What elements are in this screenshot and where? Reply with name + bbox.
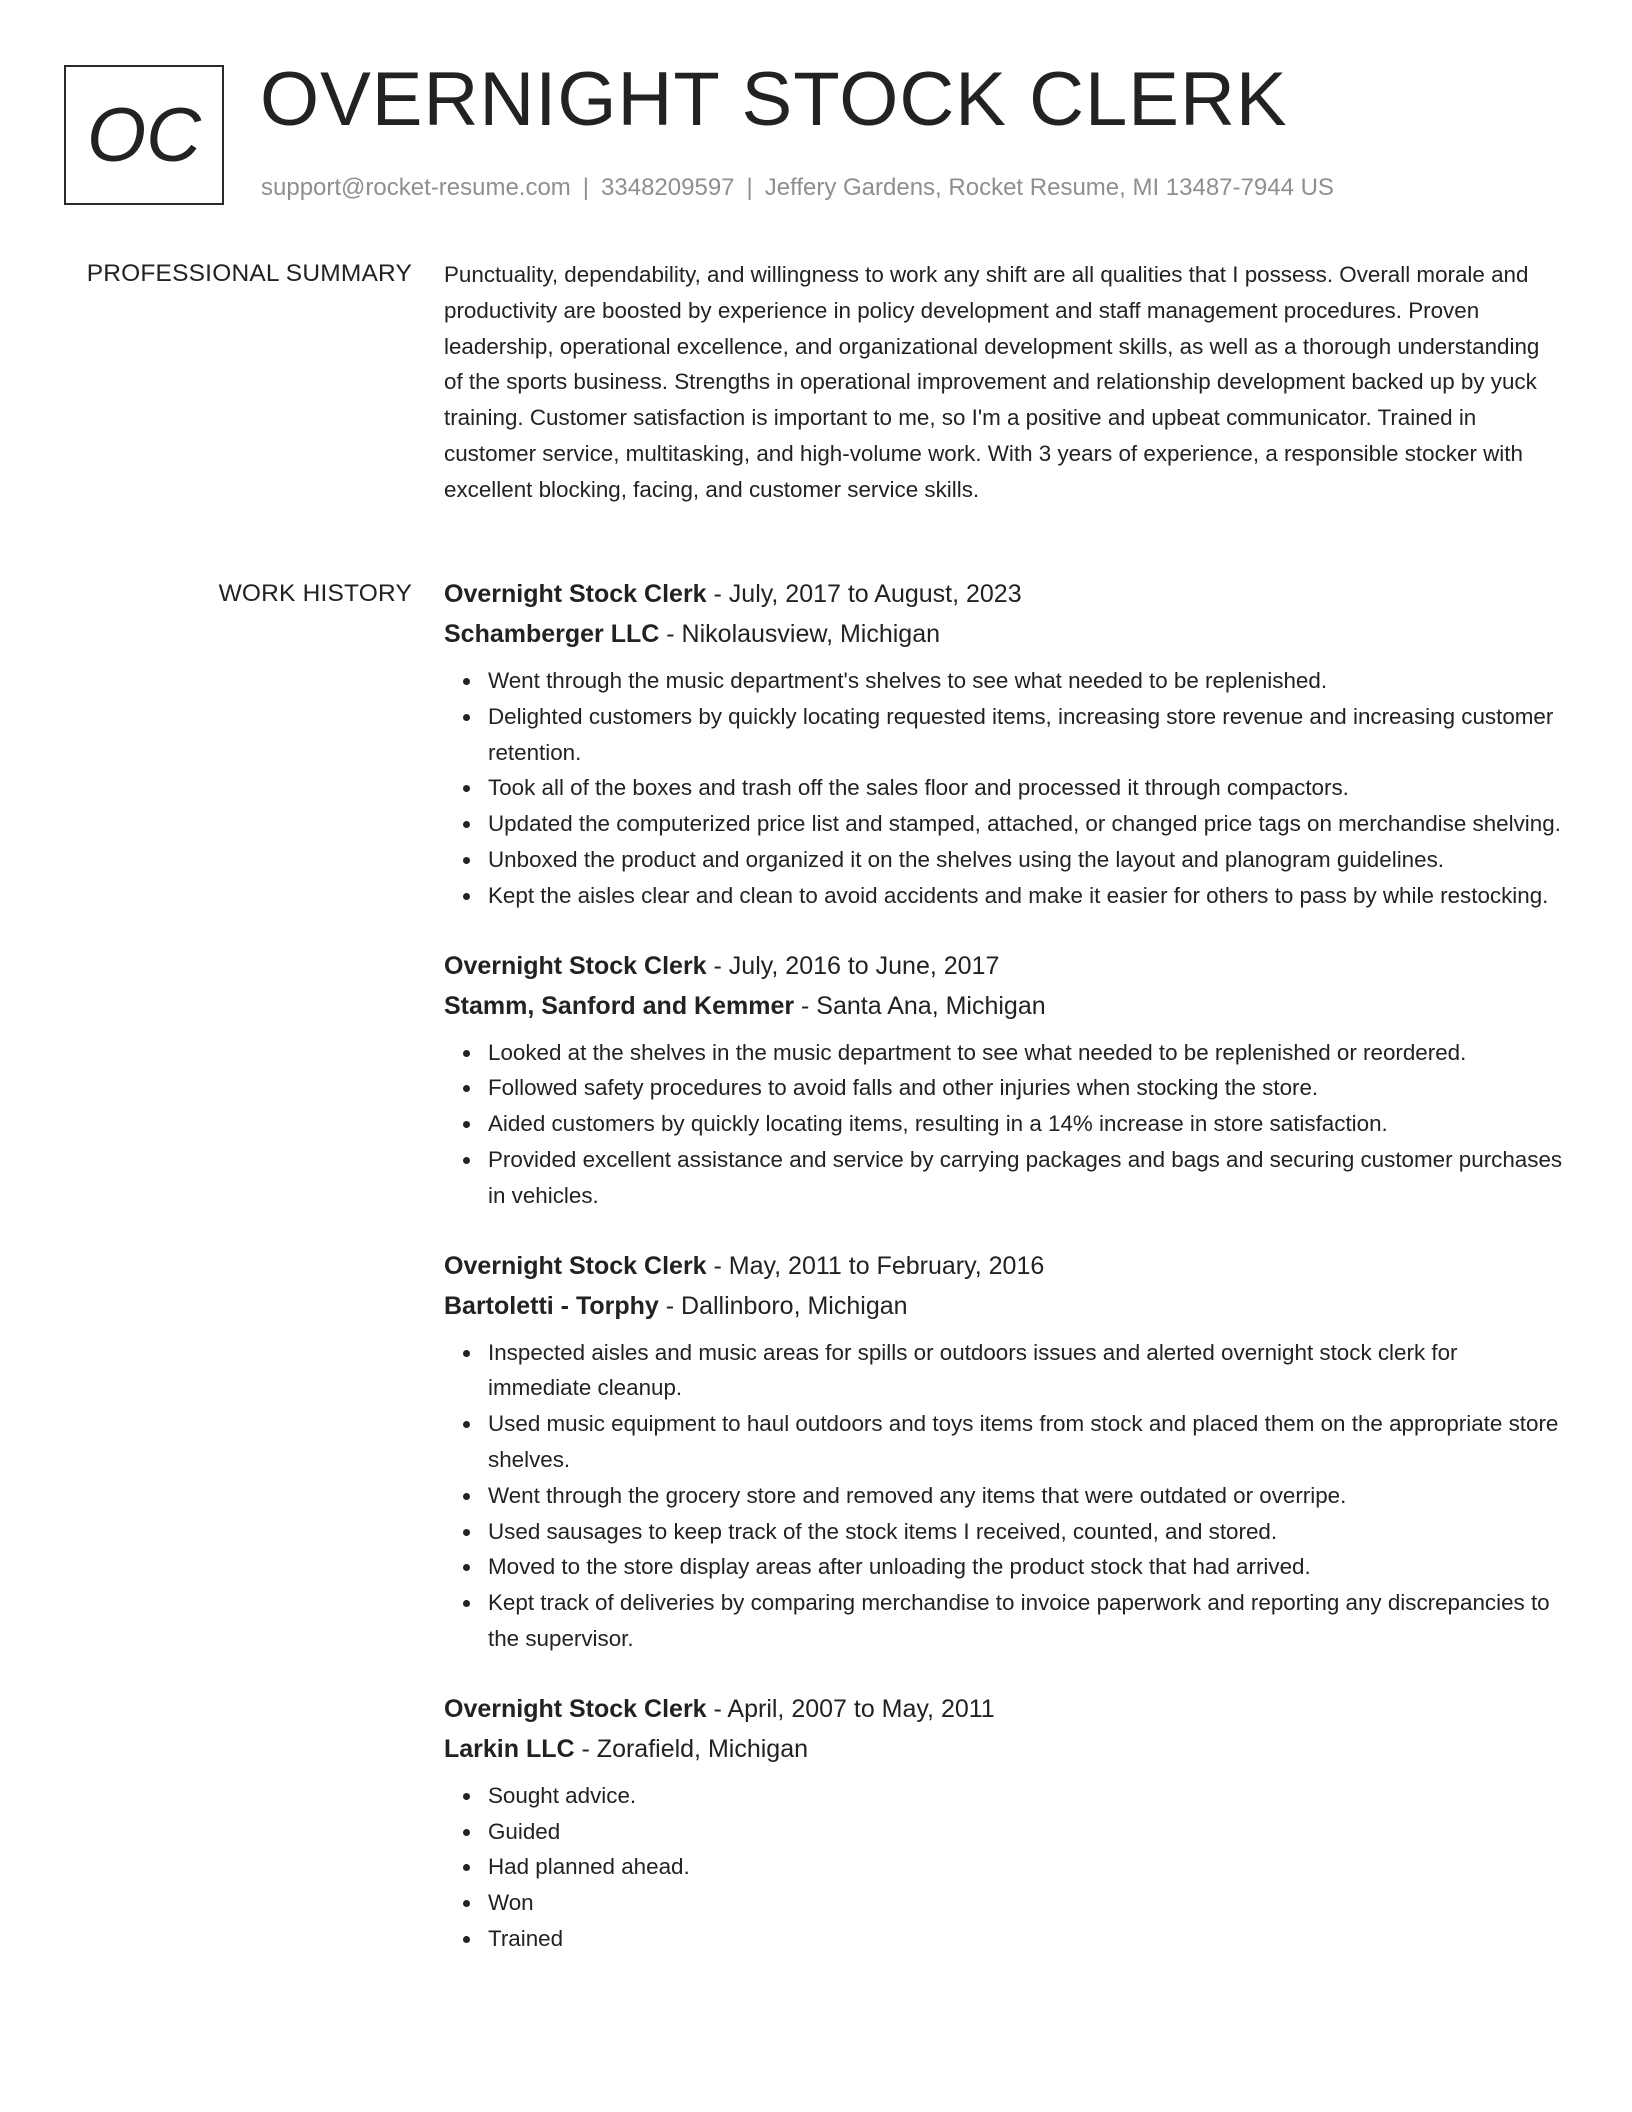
monogram-initials: OC [87,93,201,178]
job-bullet: Used music equipment to haul outdoors and toys items from stock and placed them on the appropriate store shelves. [488,1406,1564,1478]
job-bullet: Moved to the store display areas after unloading the product stock that had arrived. [488,1549,1564,1585]
job-company: Stamm, Sanford and Kemmer [444,991,795,1020]
job-bullet-list [444,663,1564,914]
job-dates: - July, 2017 to August, 2023 [706,580,1022,608]
job-title: Overnight Stock Clerk [444,1251,707,1280]
job-entry [444,946,1564,1214]
job-company-line [444,1729,1564,1769]
job-bullet: Updated the computerized price list and stamped, attached, or changed price tags on merchandise shelving. [488,806,1564,842]
job-company: Larkin LLC [444,1734,575,1763]
contact-phone: 3348209597 [601,174,735,201]
job-location: - Santa Ana, Michigan [794,991,1046,1020]
job-bullet: Won [488,1885,1564,1921]
job-bullet-list [444,1335,1564,1657]
summary-body [444,257,1564,508]
section-label-work-history: WORK HISTORY [218,580,412,607]
job-bullet: Unboxed the product and organized it on the shelves using the layout and planogram guidelines. [488,842,1564,878]
job-company-line [444,986,1564,1026]
contact-email: support@rocket-resume.com [261,174,571,201]
contact-separator: | [746,174,753,201]
job-company-line [444,614,1564,654]
job-bullet: Delighted customers by quickly locating requested items, increasing store revenue and increasing customer retention. [488,699,1564,771]
job-company: Bartoletti - Torphy [444,1291,659,1320]
job-dates: - April, 2007 to May, 2011 [706,1694,995,1723]
job-bullet: Sought advice. [488,1778,1564,1814]
job-bullet: Aided customers by quickly locating items, resulting in a 14% increase in store satisfaction. [488,1106,1564,1142]
job-dates: - May, 2011 to February, 2016 [706,1251,1045,1280]
job-title: Overnight Stock Clerk [444,580,707,608]
job-bullet: Inspected aisles and music areas for spills or outdoors issues and alerted overnight stock clerk for immediate cleanup. [488,1335,1564,1407]
job-entry [444,574,1564,914]
summary-text: Punctuality, dependability, and willingness to work any shift are all qualities that I possess. Overall morale and productivity are boosted by experience in policy development and staff management procedures. Proven leadership, operational excellence, and organizational development skills, as well as a thorough understanding of the sports business. Strengths in operational improvement and relationship development backed up by yuck training. Customer satisfaction is important to me, so I'm a positive and upbeat communicator. Trained in customer service, multitasking, and high-volume work. With 3 years of experience, a responsible stocker with excellent blocking, facing, and customer service skills. [444,262,1540,502]
job-bullet: Had planned ahead. [488,1849,1564,1885]
contact-line [261,174,1334,203]
job-bullet: Provided excellent assistance and service by carrying packages and bags and securing customer purchases in vehicles. [488,1142,1564,1214]
job-title-line [444,574,1564,614]
job-title-line [444,946,1564,986]
job-title: Overnight Stock Clerk [444,951,707,980]
job-location: - Nikolausview, Michigan [659,620,941,648]
job-bullet: Used sausages to keep track of the stock items I received, counted, and stored. [488,1514,1564,1550]
contact-separator: | [582,174,590,201]
job-bullet: Trained [488,1921,1564,1957]
job-bullet: Followed safety procedures to avoid falls and other injuries when stocking the store. [488,1070,1564,1106]
job-bullet: Kept the aisles clear and clean to avoid accidents and make it easier for others to pass by while restocking. [488,878,1564,914]
job-bullet: Went through the grocery store and removed any items that were outdated or overripe. [488,1478,1564,1514]
monogram-box [64,65,224,205]
job-bullet: Took all of the boxes and trash off the sales floor and processed it through compactors. [488,770,1564,806]
job-location: - Zorafield, Michigan [574,1734,809,1763]
contact-address: Jeffery Gardens, Rocket Resume, MI 13487-7944 US [764,174,1334,201]
job-bullet-list [444,1778,1564,1957]
job-title: Overnight Stock Clerk [444,1694,707,1723]
resume-title: OVERNIGHT STOCK CLERK [260,57,1288,142]
job-title-line [444,1689,1564,1729]
job-title-line [444,1246,1564,1286]
section-label-summary: PROFESSIONAL SUMMARY [86,260,412,287]
job-company: Schamberger LLC [444,620,660,648]
job-bullet: Guided [488,1814,1564,1850]
work-history-body [444,574,1564,1957]
job-location: - Dallinboro, Michigan [658,1291,908,1320]
job-bullet-list [444,1035,1564,1214]
job-bullet: Went through the music department's shelves to see what needed to be replenished. [488,663,1564,699]
job-dates: - July, 2016 to June, 2017 [706,951,1000,980]
job-bullet: Looked at the shelves in the music department to see what needed to be replenished or reordered. [488,1035,1564,1071]
job-company-line [444,1286,1564,1326]
job-entry [444,1246,1564,1657]
job-entry [444,1689,1564,1957]
job-bullet: Kept track of deliveries by comparing merchandise to invoice paperwork and reporting any discrepancies to the supervisor. [488,1585,1564,1657]
